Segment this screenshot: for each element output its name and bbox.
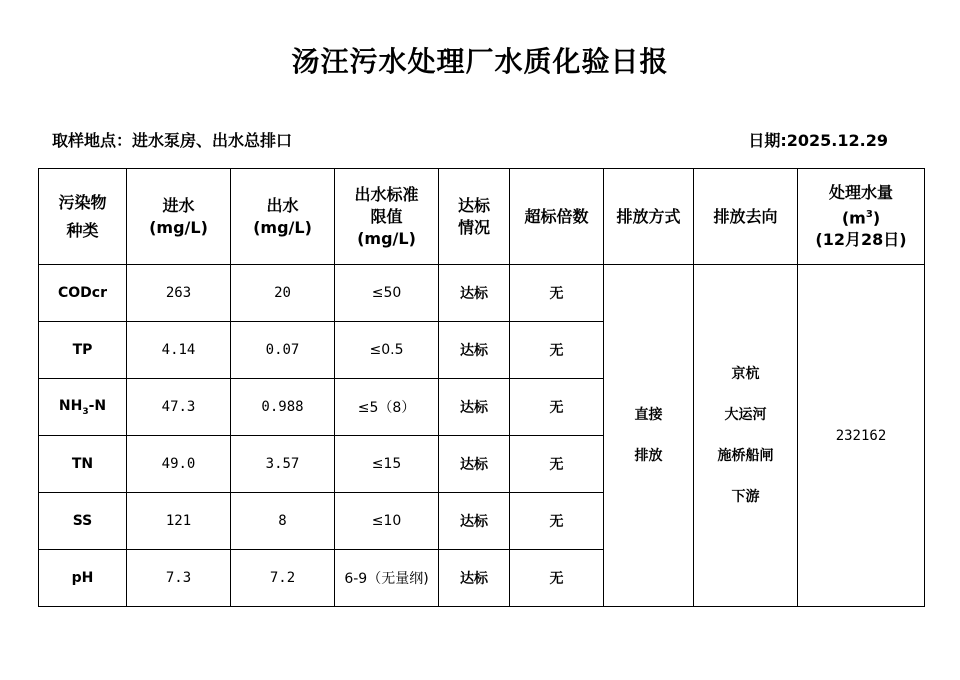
- compliance-status: 达标: [439, 265, 510, 322]
- inflow-value: 47.3: [127, 379, 231, 436]
- header-exceed: 超标倍数: [510, 169, 604, 265]
- report-title: 汤汪污水处理厂水质化验日报: [291, 45, 669, 78]
- limit-value: ≤10: [335, 493, 439, 550]
- outflow-value: 0.07: [231, 322, 335, 379]
- inflow-value: 49.0: [127, 436, 231, 493]
- table-row: [39, 265, 925, 322]
- pollutant-name: $NH_3-N$: [39, 379, 127, 436]
- exceed-value: 无: [510, 379, 604, 436]
- header-limit: 出水标准 限值 (mg/L): [335, 169, 439, 265]
- pollutant-name: CODcr: [39, 265, 127, 322]
- compliance-status: 达标: [439, 436, 510, 493]
- compliance-status: 达标: [439, 322, 510, 379]
- inflow-value: 4.14: [127, 322, 231, 379]
- header-volume: 处理水量 $(m^3)$ (12月28日): [798, 169, 925, 265]
- exceed-value: 无: [510, 550, 604, 607]
- header-pollutant: 污染物 种类: [39, 169, 127, 265]
- header-inflow: 进水 (mg/L): [127, 169, 231, 265]
- header-compliance: 达标 情况: [439, 169, 510, 265]
- report-date: 日期:2025.12.29: [748, 131, 888, 150]
- exceed-value: 无: [510, 265, 604, 322]
- outflow-value: 20: [231, 265, 335, 322]
- header-method: 排放方式: [604, 169, 694, 265]
- water-quality-table: [38, 168, 925, 607]
- inflow-value: 263: [127, 265, 231, 322]
- limit-value: ≤5（8）: [335, 379, 439, 436]
- exceed-value: 无: [510, 322, 604, 379]
- inflow-value: 121: [127, 493, 231, 550]
- limit-value: ≤0.5: [335, 322, 439, 379]
- discharge-destination: 京杭 大运河 施桥船闸 下游: [694, 265, 798, 607]
- exceed-value: 无: [510, 493, 604, 550]
- outflow-value: 0.988: [231, 379, 335, 436]
- pollutant-name: TN: [39, 436, 127, 493]
- treated-volume: 232162: [798, 265, 925, 607]
- outflow-value: 7.2: [231, 550, 335, 607]
- discharge-method: 直接 排放: [604, 265, 694, 607]
- limit-value: ≤50: [335, 265, 439, 322]
- header-destination: 排放去向: [694, 169, 798, 265]
- limit-value: ≤15: [335, 436, 439, 493]
- header-outflow: 出水 (mg/L): [231, 169, 335, 265]
- exceed-value: 无: [510, 436, 604, 493]
- inflow-value: 7.3: [127, 550, 231, 607]
- outflow-value: 8: [231, 493, 335, 550]
- outflow-value: 3.57: [231, 436, 335, 493]
- pollutant-name: SS: [39, 493, 127, 550]
- sampling-location: 取样地点：进水泵房、出水总排口: [52, 131, 293, 150]
- pollutant-name: TP: [39, 322, 127, 379]
- header-row: [39, 169, 925, 265]
- compliance-status: 达标: [439, 493, 510, 550]
- compliance-status: 达标: [439, 379, 510, 436]
- compliance-status: 达标: [439, 550, 510, 607]
- limit-value: 6-9（无量纲): [335, 550, 439, 607]
- pollutant-name: pH: [39, 550, 127, 607]
